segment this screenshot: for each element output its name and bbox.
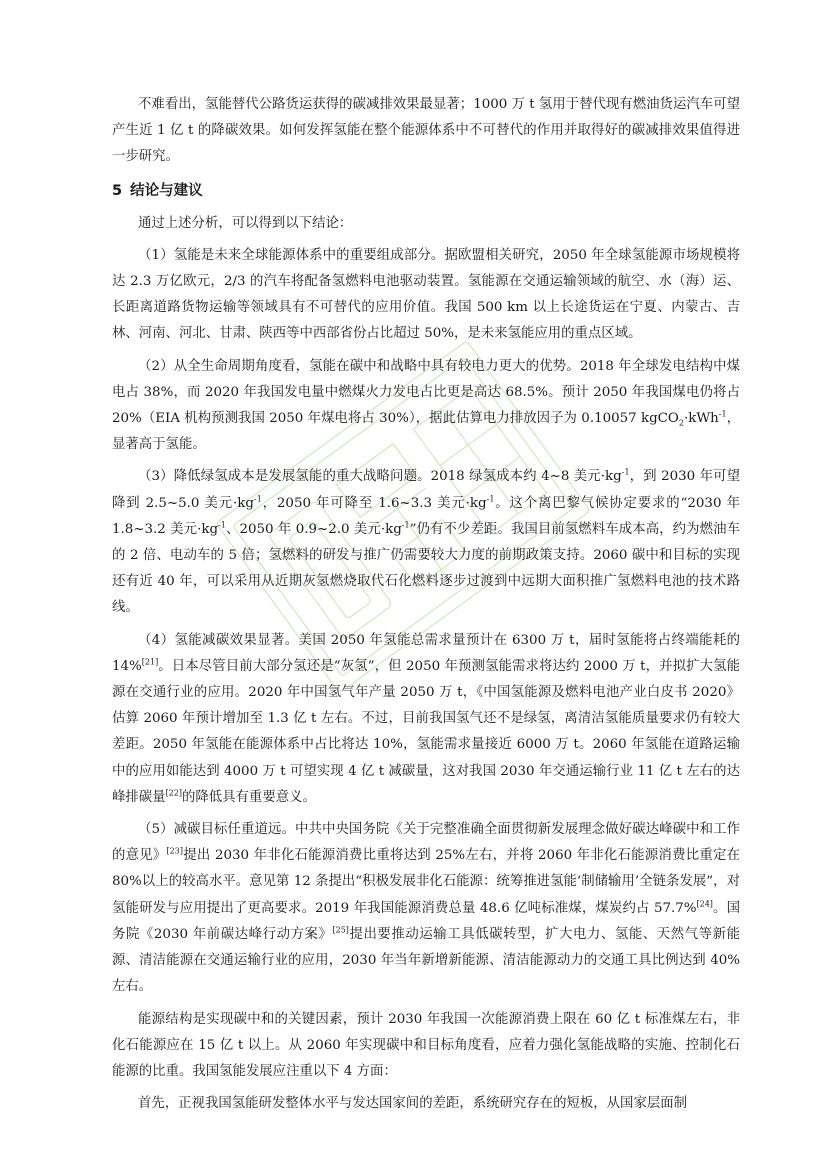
section-heading bbox=[112, 179, 740, 203]
section-title: 结论与建议 bbox=[130, 182, 203, 199]
superscript: [25] bbox=[332, 925, 349, 935]
superscript: -1 bbox=[254, 494, 262, 504]
superscript: -1 bbox=[718, 409, 727, 419]
body-paragraph: （3）降低绿氢成本是发展氢能的重大战略问题。2018 绿氢成本约 4~8 美元$\cdot kg^{-1}$，到 2030 年可望降到 2.5~5.0 美元$\cdot kg^{-1}$，2050 年可降至 1.6~3.3 美元$\cdot kg^{-1}$。这个离巴黎气候协定要求的“2030 年 1.8~3.2 美元$\cdot kg^{-1}$、2050 年 0.9~2.0 美元$\cdot kg^{-1}$”仍有不少差距。我国目前氢燃料车成本高，约为燃油车的 2 倍、电动车的 5 倍；氢燃料的研发与推广仍需要较大力度的前期政策支持。2060 碳中和目标的实现还有近 40 年，可以采用从近期灰氢燃烧取代石化燃料逐步过渡到中远期大面积推广氢燃料电池的技术路线。 bbox=[112, 467, 740, 616]
body-paragraph: （1）氢能是未来全球能源体系中的重要组成部分。据欧盟相关研究，2050 年全球氢能源市场规模将达 2.3 万亿欧元，2/3 的汽车将配备氢燃料电池驱动装置。氢能源在交通运输领域的航空、水（海）运、长距离道路货物运输等领域具有不可替代的应用价值。我国 500 km 以上长途货运在宁夏、内蒙古、吉林、河南、河北、甘肃、陕西等中西部省份占比超过 50%，是未来氢能应用的重点区域。 bbox=[112, 247, 740, 342]
superscript: -1 bbox=[218, 520, 226, 530]
body-paragraph: 首先，正视我国氢能研发整体水平与发达国家间的差距，系统研究存在的短板，从国家层面制 bbox=[138, 1096, 688, 1112]
superscript: [23] bbox=[166, 846, 183, 856]
superscript: -1 bbox=[401, 520, 410, 530]
section-number: 5 bbox=[112, 182, 123, 199]
superscript: -1 bbox=[621, 467, 630, 477]
body-paragraph: 通过上述分析，可以得到以下结论： bbox=[138, 215, 353, 231]
superscript: -1 bbox=[486, 494, 495, 504]
body-paragraph: 能源结构是实现碳中和的关键因素，预计 2030 年我国一次能源消费上限在 60 亿 t 标准煤左右，非化石能源应在 15 亿 t 以上。从 2060 年实现碳中和目标角度看，应着力强化氢能战略的实施、控制化石能源的比重。我国氢能发展应注重以下 4 方面： bbox=[112, 1011, 740, 1079]
superscript: [24] bbox=[696, 899, 713, 909]
superscript: [21] bbox=[141, 657, 159, 667]
section-body bbox=[112, 211, 740, 1118]
intro-section bbox=[112, 92, 740, 171]
body-paragraph: （5）减碳目标任重道远。中共中央国务院《关于完整准确全面贯彻新发展理念做好碳达峰碳中和工作的意见》[23]提出 2030 年非化石能源消费比重将达到 25%左右，并将 2060 年非化石能源消费比重定在 80%以上的较高水平。意见第 12 条提出“积极发展非化石能源：统筹推进氢能‘制储输用’全链条发展”，对氢能研发与应用提出了更高要求。2019 年我国能源消费总量 48.6 亿吨标准煤，煤炭约占 57.7%[24]。国务院《2030 年前碳达峰行动方案》[25]提出要推动运输工具低碳转型，扩大电力、氢能、天然气等新能源、清洁能源在交通运输行业的应用，2030 年当年新增新能源、清洁能源动力的交通工具比例达到 40%左右。 bbox=[112, 822, 741, 995]
document-page bbox=[112, 92, 740, 1117]
body-paragraph: （2）从全生命周期角度看，氢能在碳中和战略中具有较电力更大的优势。2018 年全球发电结构中煤电占 38%，而 2020 年我国发电量中燃煤火力发电占比更是高达 68.5%。预计 2050 年我国煤电仍将占 20%（EIA 机构预测我国 2050 年煤电将占 30%），据此估算电力排放因子为 0.10057 kgCO$_2$·kWh$^{-1}$，显著高于氢能。 bbox=[112, 358, 741, 453]
subscript: 2 bbox=[678, 418, 684, 428]
intro-paragraph: 不难看出，氢能替代公路货运获得的碳减排效果最显著；1000 万 t 氢用于替代现有燃油货运汽车可望产生近 1 亿 t 的降碳效果。如何发挥氢能在整个能源体系中不可替代的作用并取得好的碳减排效果值得进一步研究。 bbox=[112, 97, 740, 165]
superscript: [22] bbox=[165, 788, 182, 798]
body-paragraph: （4）氢能减碳效果显著。美国 2050 年氢能总需求量预计在 6300 万 t，届时氢能将占终端能耗的 14%[21]。日本尽管目前大部分氢还是“灰氢”，但 2050 年预测氢能需求将达约 2000 万 t，并拟扩大氢能源在交通行业的应用。2020 年中国氢气年产量 2050 万 t，《中国氢能源及燃料电池产业白皮书 2020》估算 2060 年预计增加至 1.3 亿 t 左右。不过，目前我国氢气还不是绿氢，离清洁氢能质量要求仍有较大差距。2050 年氢能在能源体系中占比将达 10%，氢能需求量接近 6000 万 t。2060 年氢能在道路运输中的应用如能达到 4000 万 t 可望实现 4 亿 t 减碳量，这对我国 2030 年交通运输行业 11 亿 t 左右的达峰排碳量[22]的降低具有重要意义。 bbox=[112, 632, 740, 805]
